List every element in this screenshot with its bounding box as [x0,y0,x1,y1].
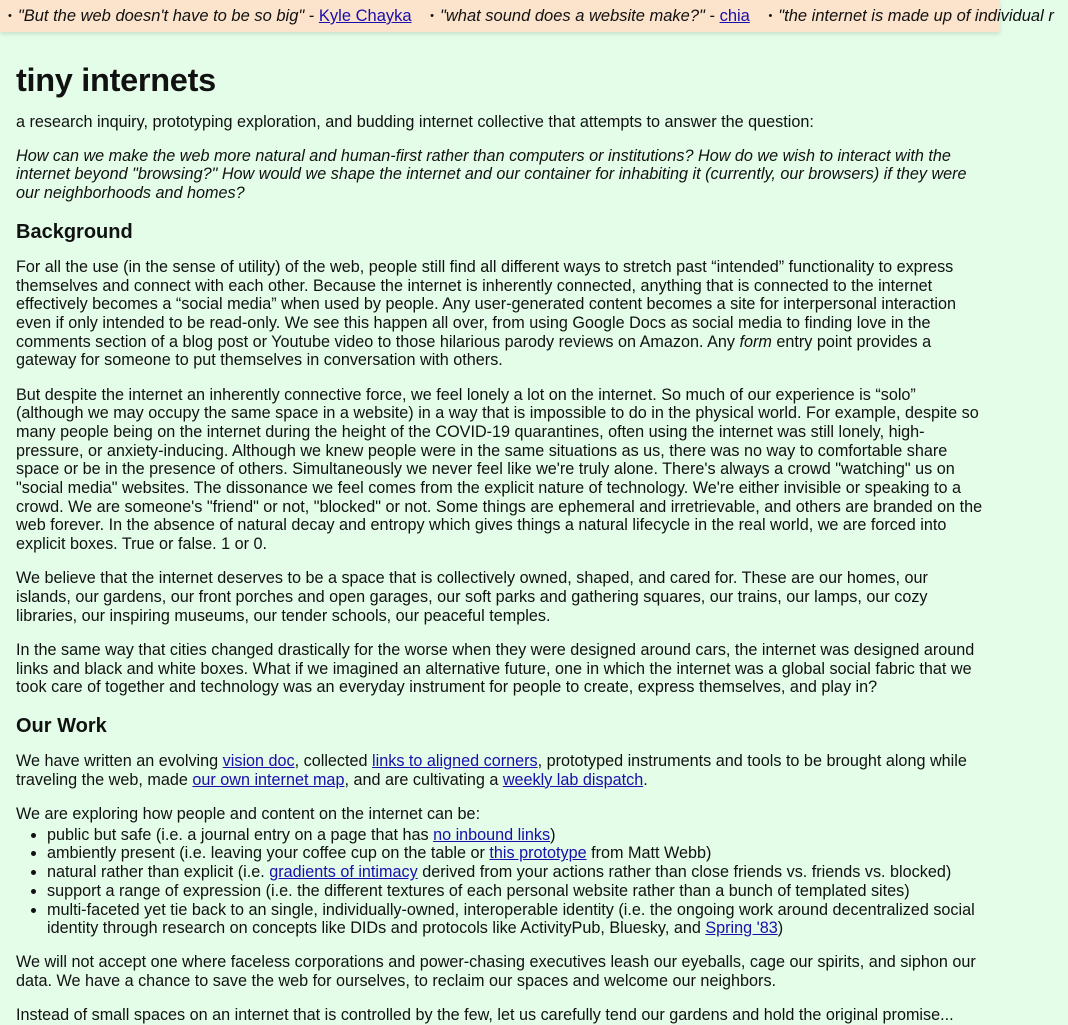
background-heading: Background [16,220,133,243]
ticker-item [8,7,412,25]
background-paragraph: We believe that the internet deserves to be a space that is collectively owned, shaped, and cared for. These are our homes, our islands, our gardens, our front porches and open garages, our soft parks and gathering squares, our trains, our lamps, our cozy libraries, our inspiring museums, our tender schools, our peaceful temples. [16,569,928,625]
guiding-question: How can we make the web more natural and human-first rather than computers or institutions? How do we wish to interact with the internet beyond "browsing?" How would we shape the internet and our container for inhabiting it (currently, our browsers) if they were our neighborhoods and homes? [16,146,967,203]
text-span: , and are cultivating a [344,770,503,789]
text-span: ambiently present (i.e. leaving your coffee cup on the table or [47,844,490,863]
closing-paragraph: We will not accept one where faceless corporations and power-chasing executives leash our eyeballs, cage our spirits, and siphon our data. We have a chance to save the web for ourselves, to reclaim our spaces and welcome our neighbors. [16,952,976,990]
lab-dispatch-link[interactable]: weekly lab dispatch [502,770,644,789]
aligned-corners-link[interactable]: links to aligned corners [372,752,538,771]
ticker-separator: - [304,7,319,25]
text-span: ) [777,919,784,938]
this-prototype-link[interactable]: this prototype [489,844,587,863]
bullet-icon: • [430,10,435,22]
ticker-item [768,7,1053,25]
text-span: For all the use (in the sense of utility) of the web, people still find all different ways to stretch past “intended” functionality to express themselves and connect with each other. Because the internet is inherently connected, anything that is connected to the internet effectively becomes a “social media” when used by people. Any user-generated content becomes a site for interpersonal interaction even if only intended to be read-only. We see this happen all over, from using Google Docs as social media to finding love in the comments section of a blog post or Youtube video to those hilarious parody reviews on Amazon. Any [16,257,957,351]
list-item [47,882,984,901]
bullet-icon: • [8,10,12,22]
background-paragraph: But despite the internet an inherently connective force, we feel lonely a lot on the internet. So much of our experience is “solo” (although we may occupy the same space in a website) in a way that is impossible to do in the physical world. For example, despite so many people being on the internet during the height of the COVID-19 quarantines, often using the internet was still lonely, high-pressure, or anxiety-inducing. Although we knew people were in the same situations as us, there was no way to comfortable share space or be in the presence of others. Simultaneously we never feel like we're truly alone. There's always a crowd "watching" us on "social media" websites. The dissonance we feel comes from the explicit nature of technology. We're either invisible or speaking to a crowd. We are someone's "friend" or not, "blocked" or not. Some things are ephemeral and irretrievable, and others are branded on the web forever. In the absence of natural decay and entropy which gives things a natural lifecycle in the real world, we are forced into explicit boxes. True or false. 1 or 0. [16,385,983,554]
internet-map-link[interactable]: our own internet map [192,770,345,789]
our-work-heading: Our Work [16,715,107,738]
ticker-quote: "the internet is made up of individual r [778,7,1054,25]
text-span: support a range of expression (i.e. the different textures of each personal website rather than a bunch of templated sites) [47,881,910,900]
text-span: multi-faceted yet tie back to an single, individually-owned, interoperable identity (i.e. the ongoing work around decentralized social identity through research on concepts like DIDs and protocols like ActivityPub, Bluesky, and [47,900,975,938]
no-inbound-links-link[interactable]: no inbound links [433,825,551,844]
quote-ticker [0,0,1054,32]
work-paragraph [16,752,984,789]
gradients-of-intimacy-link[interactable]: gradients of intimacy [269,863,418,882]
ticker-quote: "But the web doesn't have to be so big" [17,7,305,25]
ticker-separator: - [704,7,720,25]
text-span: ) [550,825,556,844]
text-span: natural rather than explicit (i.e. [47,863,270,882]
ticker-quote: "what sound does a website make?" [440,7,705,25]
text-span: from Matt Webb) [586,844,712,863]
main-content [0,62,1000,1025]
text-span: derived from your actions rather than close friends vs. friends vs. blocked) [417,863,952,882]
text-span: We have written an evolving [16,752,223,771]
exploration-list [16,826,984,938]
text-span: entry point provides a gateway for someone to put themselves in conversation with others. [16,332,932,370]
text-span: , collected [294,752,373,771]
list-item [47,901,984,938]
text-span: public but safe (i.e. a journal entry on a page that has [47,825,434,844]
cutoff-paragraph: Instead of small spaces on an internet that is controlled by the few, let us carefully tend our gardens and hold the original promise... [16,1005,954,1024]
page-title: tiny internets [16,62,216,98]
list-item [47,844,984,863]
background-paragraph [16,258,984,370]
text-span: . [643,770,648,789]
intro-text: a research inquiry, prototyping exploration, and budding internet collective that attempts to answer the question: [16,113,814,131]
spring-83-link[interactable]: Spring '83 [705,919,778,938]
ticker-author-link[interactable]: chia [719,7,750,25]
vision-doc-link[interactable]: vision doc [222,752,295,771]
text-span: , prototyped instruments and tools to be brought along while traveling the web, made [16,752,967,789]
emphasis-text: form [739,332,772,351]
list-item [47,863,984,882]
exploring-intro: We are exploring how people and content on the internet can be: [16,804,481,823]
ticker-author-link[interactable]: Kyle Chayka [318,7,412,25]
bullet-icon: • [768,10,773,22]
ticker-item [430,7,750,25]
list-item [47,826,984,845]
background-paragraph: In the same way that cities changed drastically for the worse when they were designed around cars, the internet was designed around links and black and white boxes. What if we imagined an alternative future, one in which the internet was a global social fabric that we took care of together and technology was an everyday instrument for people to create, express themselves, and play in? [16,640,975,697]
